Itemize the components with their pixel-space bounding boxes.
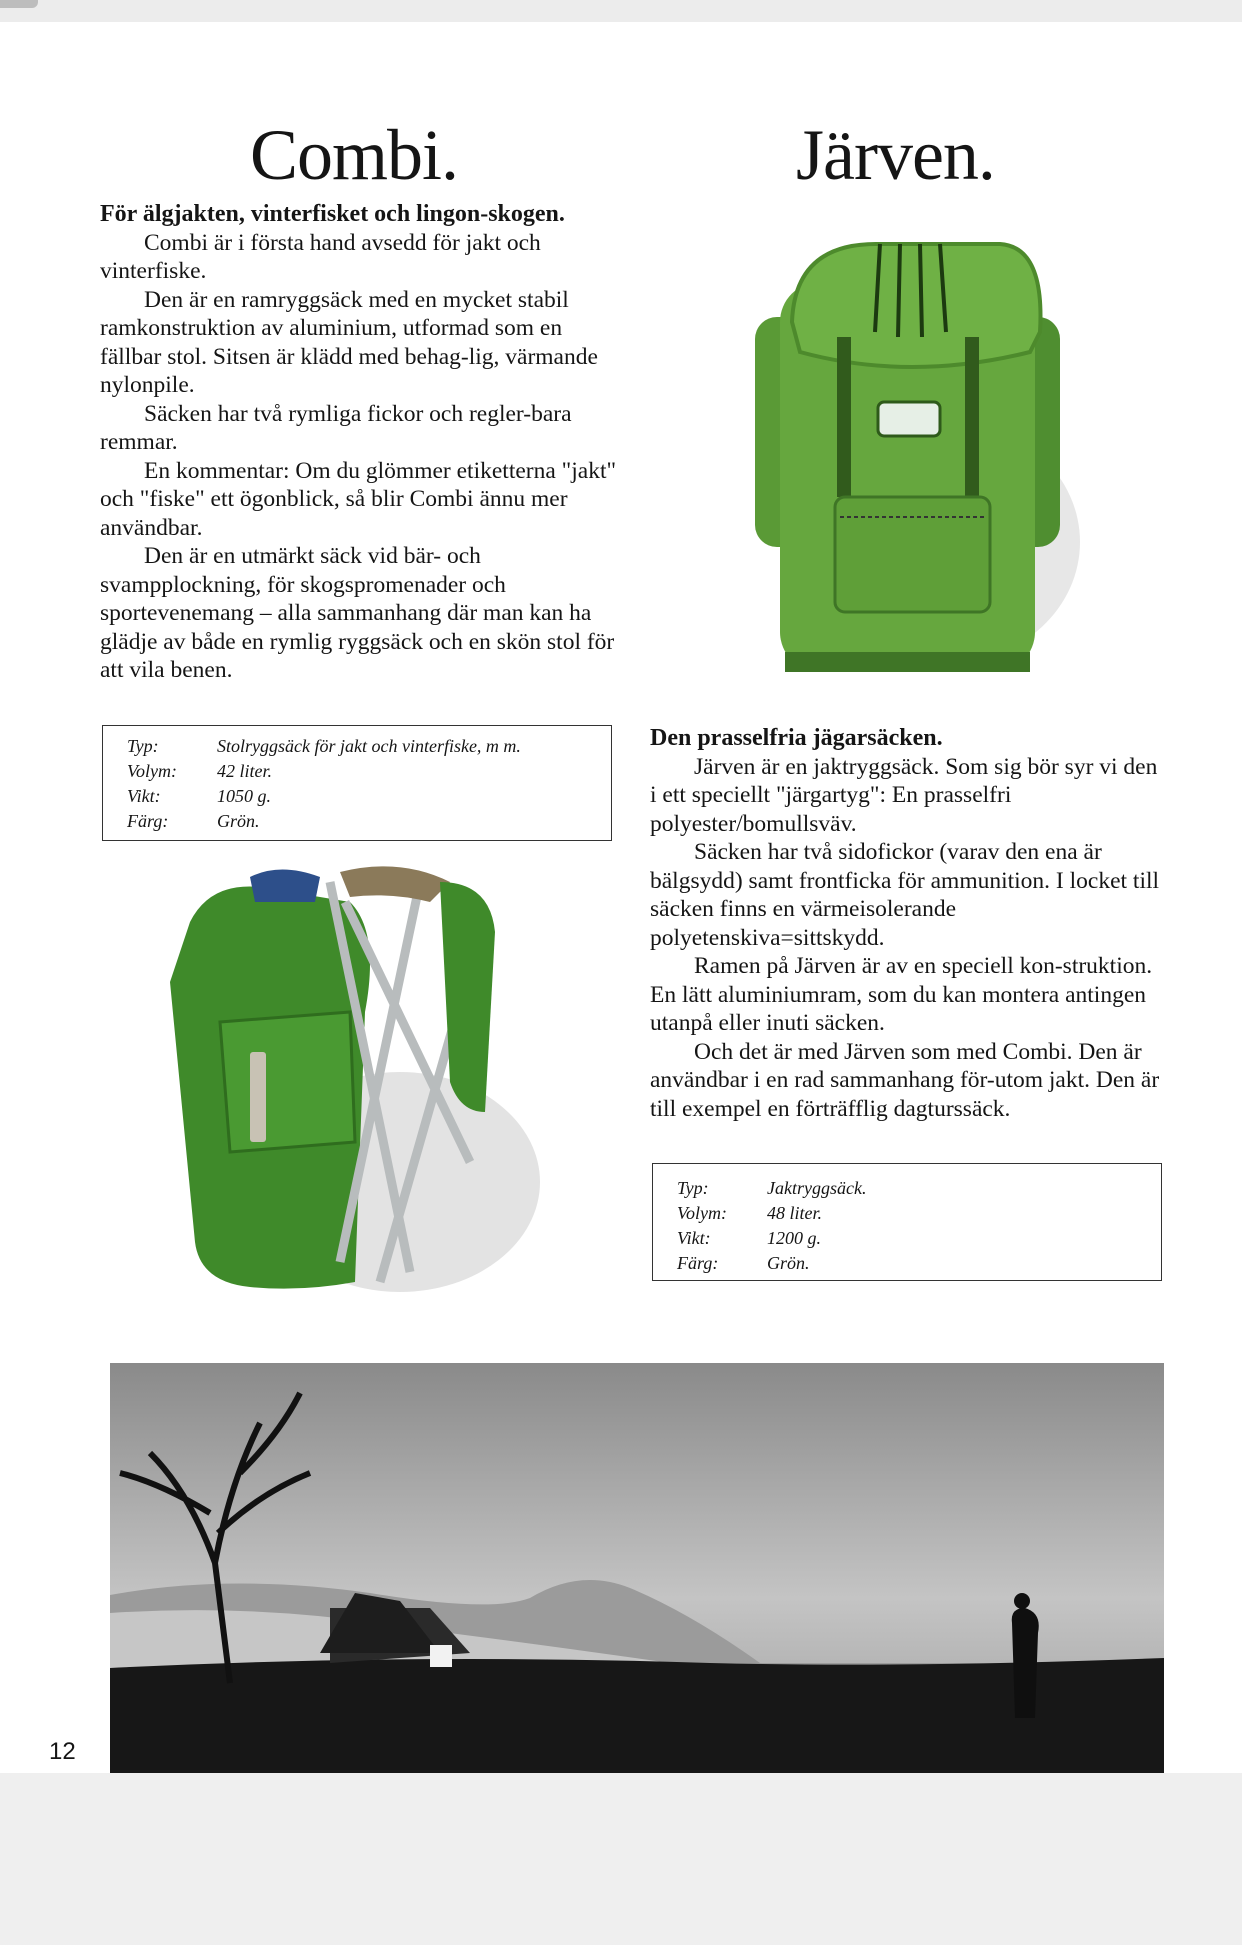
jarven-paragraph: Ramen på Järven är av en speciell kon-struktion. En lätt aluminiumram, som du kan montera antingen utanpå eller inuti säcken. xyxy=(650,953,1153,1036)
spec-row xyxy=(677,1251,1161,1276)
spec-key: Typ: xyxy=(127,736,159,756)
spec-key: Färg: xyxy=(127,811,169,831)
jarven-lead: Den prasselfria jägarsäcken. xyxy=(650,725,943,751)
viewer-top-bar xyxy=(0,0,1242,22)
spec-key: Vikt: xyxy=(127,786,161,806)
combi-paragraph: Den är en ramryggsäck med en mycket stabil ramkonstruktion av aluminium, utformad som en fällbar stol. Sitsen är klädd med behag-lig, värmande nylonpile. xyxy=(100,286,598,398)
combi-paragraph: Den är en utmärkt säck vid bär- och svampplockning, för skogspromenader och sportevenemang – alla sammanhang där man kan ha glädje av både en rymlig ryggsäck och en skön stol för att vila benen. xyxy=(100,543,615,683)
jarven-paragraph: Järven är en jaktryggsäck. Som sig bör syr vi den i ett speciellt "järgartyg": En prasselfri polyester/bomullsväv. xyxy=(650,753,1158,837)
spec-value: 48 liter. xyxy=(767,1203,823,1223)
page-number: 12 xyxy=(49,1738,76,1765)
spec-value: Grön. xyxy=(217,811,260,831)
spec-key: Volym: xyxy=(677,1203,727,1223)
jarven-spec-box xyxy=(652,1163,1162,1281)
jarven-description xyxy=(650,724,1160,1123)
combi-paragraph: Säcken har två rymliga fickor och regler-bara remmar. xyxy=(100,400,572,455)
catalog-page xyxy=(0,22,1242,1773)
jarven-paragraph: Och det är med Järven som med Combi. Den är användbar i en rad sammanhang för-utom jakt. Den är till exempel en förträfflig dagturssäck. xyxy=(650,1038,1160,1122)
scroll-indicator[interactable] xyxy=(0,0,38,8)
combi-lead: För älgjakten, vinterfisket och lingon-skogen. xyxy=(100,201,565,227)
jarven-paragraph: Säcken har två sidofickor (varav den ena är bälgsydd) samt frontficka för ammunition. I locket till säcken finns en värmeisolerande polyetenskiva=sittskydd. xyxy=(650,839,1160,951)
spec-row xyxy=(127,759,611,784)
spec-value: Grön. xyxy=(767,1253,810,1273)
viewer-background xyxy=(0,1773,1242,1945)
spec-row xyxy=(677,1201,1161,1226)
combi-description xyxy=(100,200,620,685)
spec-row xyxy=(677,1226,1161,1251)
spec-key: Färg: xyxy=(677,1253,719,1273)
spec-value: 1050 g. xyxy=(217,786,271,806)
spec-key: Typ: xyxy=(677,1178,709,1198)
jarven-title: Järven. xyxy=(796,115,995,195)
combi-backpack-stool-photo xyxy=(150,862,570,1302)
combi-title: Combi. xyxy=(250,115,459,195)
combi-paragraph: En kommentar: Om du glömmer etiketterna "jakt" och "fiske" ett ögonblick, så blir Combi ännu mer användbar. xyxy=(100,457,617,541)
spec-key: Vikt: xyxy=(677,1228,711,1248)
spec-value: 42 liter. xyxy=(217,761,273,781)
spec-row xyxy=(127,734,611,759)
spec-value: Stolryggsäck för jakt och vinterfiske, m m. xyxy=(217,736,521,756)
spec-key: Volym: xyxy=(127,761,177,781)
spec-value: Jaktryggsäck. xyxy=(767,1178,867,1198)
landscape-photo xyxy=(110,1363,1164,1791)
spec-row xyxy=(127,784,611,809)
spec-row xyxy=(127,809,611,834)
combi-paragraph: Combi är i första hand avsedd för jakt och vinterfiske. xyxy=(100,229,541,284)
spec-value: 1200 g. xyxy=(767,1228,821,1248)
jarven-backpack-photo xyxy=(700,222,1120,692)
combi-spec-box xyxy=(102,725,612,841)
spec-row xyxy=(677,1176,1161,1201)
